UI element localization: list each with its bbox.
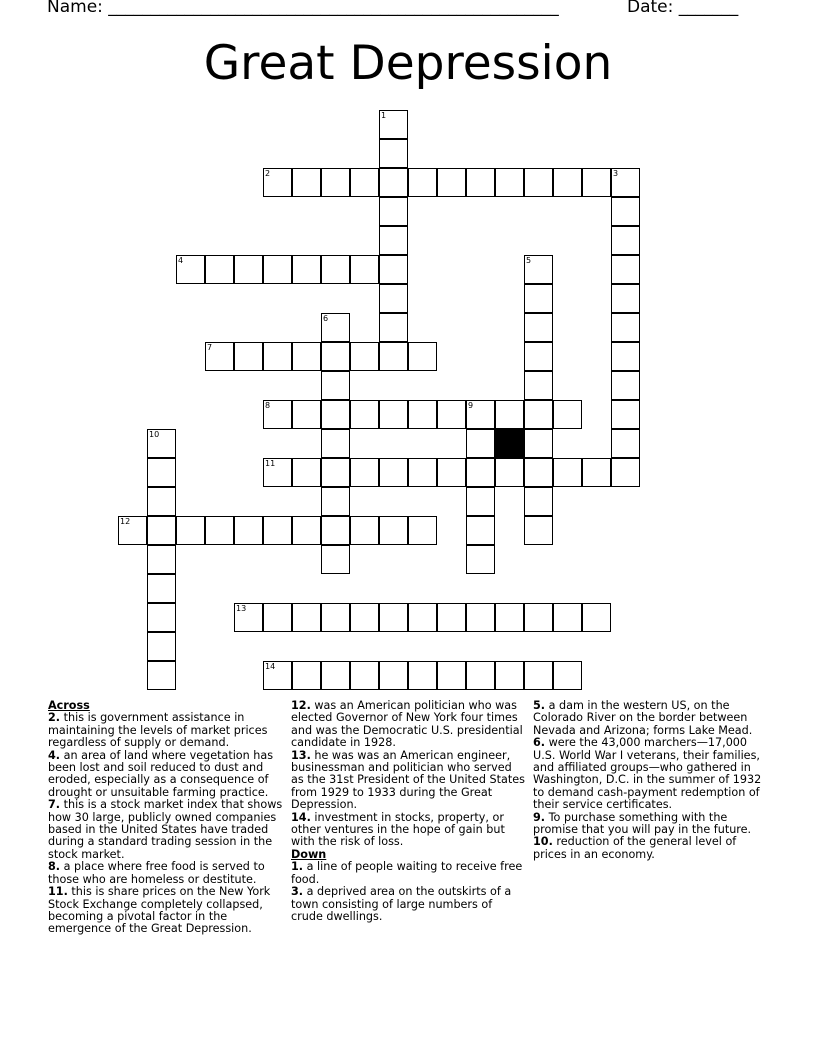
- crossword-cell[interactable]: [379, 400, 408, 429]
- clue-column-1: [48, 700, 283, 936]
- crossword-cell[interactable]: [263, 168, 292, 197]
- crossword-cell[interactable]: [524, 661, 553, 690]
- crossword-cell[interactable]: [582, 458, 611, 487]
- crossword-cell[interactable]: [234, 516, 263, 545]
- crossword-cell[interactable]: [524, 255, 553, 284]
- crossword-cell[interactable]: [350, 255, 379, 284]
- crossword-cell[interactable]: [205, 255, 234, 284]
- name-label: Name:: [47, 0, 103, 17]
- crossword-cell[interactable]: [524, 516, 553, 545]
- crossword-cell[interactable]: [524, 487, 553, 516]
- crossword-cell[interactable]: [350, 342, 379, 371]
- crossword-cell[interactable]: [321, 516, 350, 545]
- crossword-cell[interactable]: [350, 516, 379, 545]
- crossword-cell[interactable]: [611, 255, 640, 284]
- crossword-cell[interactable]: [379, 342, 408, 371]
- crossword-block: [495, 429, 524, 458]
- crossword-cell[interactable]: [321, 313, 350, 342]
- crossword-cell[interactable]: [379, 197, 408, 226]
- crossword-cell[interactable]: [408, 168, 437, 197]
- crossword-cell[interactable]: [147, 516, 176, 545]
- cell-number: 10: [149, 430, 160, 439]
- crossword-cell[interactable]: [147, 661, 176, 690]
- down-heading: Down: [291, 847, 327, 861]
- crossword-cell[interactable]: [234, 603, 263, 632]
- crossword-cell[interactable]: [147, 603, 176, 632]
- cell-number: 6: [323, 314, 329, 323]
- crossword-cell[interactable]: [321, 487, 350, 516]
- clue-across-12: 12. was an American politician who was elected Governor of New York four times and was the Democratic U.S. presidential candidate in 1928.: [291, 699, 523, 750]
- crossword-cell[interactable]: [263, 342, 292, 371]
- crossword-cell[interactable]: [524, 603, 553, 632]
- clue-across-7: 7. this is a stock market index that shows how 30 large, publicly owned companies based in the United States have traded during a standard trading session in the stock market.: [48, 798, 283, 861]
- clue-across-8: 8. a place where free food is served to those who are homeless or destitute.: [48, 860, 265, 886]
- crossword-cell[interactable]: [524, 313, 553, 342]
- name-line: _____________________________________________________: [108, 0, 559, 17]
- crossword-cell[interactable]: [611, 168, 640, 197]
- clue-down-3: 3. a deprived area on the outskirts of a town consisting of large numbers of crude dwellings.: [291, 885, 512, 923]
- crossword-cell[interactable]: [582, 168, 611, 197]
- clue-down-1: 1. a line of people waiting to receive free food.: [291, 860, 523, 886]
- crossword-cell[interactable]: [553, 603, 582, 632]
- crossword-cell[interactable]: [466, 168, 495, 197]
- crossword-cell[interactable]: [466, 545, 495, 574]
- cell-number: 14: [265, 662, 276, 671]
- crossword-cell[interactable]: [495, 400, 524, 429]
- crossword-cell[interactable]: [379, 110, 408, 139]
- cell-number: 7: [207, 343, 213, 352]
- crossword-cell[interactable]: [321, 603, 350, 632]
- crossword-cell[interactable]: [379, 313, 408, 342]
- date-line: _______: [678, 0, 739, 17]
- crossword-cell[interactable]: [437, 168, 466, 197]
- crossword-cell[interactable]: [321, 255, 350, 284]
- cell-number: 1: [381, 111, 387, 120]
- crossword-cell[interactable]: [234, 342, 263, 371]
- crossword-cell[interactable]: [495, 458, 524, 487]
- crossword-cell[interactable]: [495, 603, 524, 632]
- crossword-cell[interactable]: [292, 458, 321, 487]
- crossword-cell[interactable]: [118, 516, 147, 545]
- crossword-cell[interactable]: [379, 661, 408, 690]
- crossword-cell[interactable]: [379, 516, 408, 545]
- date-label: Date:: [627, 0, 674, 17]
- crossword-cell[interactable]: [611, 342, 640, 371]
- crossword-cell[interactable]: [466, 400, 495, 429]
- crossword-cell[interactable]: [205, 342, 234, 371]
- crossword-cell[interactable]: [611, 400, 640, 429]
- crossword-cell[interactable]: [437, 458, 466, 487]
- crossword-cell[interactable]: [408, 661, 437, 690]
- crossword-cell[interactable]: [350, 458, 379, 487]
- crossword-cell[interactable]: [495, 661, 524, 690]
- clue-across-14: 14. investment in stocks, property, or other ventures in the hope of gain but with the risk of loss.: [291, 810, 505, 849]
- crossword-cell[interactable]: [466, 661, 495, 690]
- across-heading: Across: [48, 699, 90, 712]
- crossword-cell[interactable]: [582, 603, 611, 632]
- crossword-cell[interactable]: [321, 342, 350, 371]
- clue-column-3: [533, 700, 768, 861]
- cell-number: 5: [526, 256, 532, 265]
- crossword-cell[interactable]: [292, 255, 321, 284]
- clue-down-9: 9. To purchase something with the promise that you will pay in the future.: [533, 810, 752, 837]
- crossword-cell[interactable]: [205, 516, 234, 545]
- crossword-cell[interactable]: [466, 516, 495, 545]
- crossword-cell[interactable]: [379, 458, 408, 487]
- crossword-cell[interactable]: [321, 545, 350, 574]
- crossword-cell[interactable]: [263, 400, 292, 429]
- cell-number: 3: [613, 169, 619, 178]
- crossword-cell[interactable]: [408, 400, 437, 429]
- cell-number: 8: [265, 401, 271, 410]
- crossword-cell[interactable]: [379, 255, 408, 284]
- crossword-cell[interactable]: [147, 487, 176, 516]
- crossword-cell[interactable]: [292, 516, 321, 545]
- crossword-cell[interactable]: [524, 168, 553, 197]
- clue-down-6: 6. were the 43,000 marchers—17,000 U.S. World War I veterans, their families, and affiliated groups—who gathered in Washington, D.C. in the summer of 1932 to demand cash-payment redemption of their service certificates.: [533, 736, 762, 812]
- crossword-cell[interactable]: [524, 342, 553, 371]
- clue-column-2: [291, 700, 527, 923]
- clue-across-2: 2. this is government assistance in maintaining the levels of market prices regardless of supply or demand.: [48, 711, 268, 750]
- crossword-cell[interactable]: [611, 226, 640, 255]
- crossword-cell[interactable]: [321, 371, 350, 400]
- crossword-cell[interactable]: [350, 603, 379, 632]
- crossword-cell[interactable]: [466, 429, 495, 458]
- crossword-cell[interactable]: [437, 400, 466, 429]
- crossword-cell[interactable]: [379, 603, 408, 632]
- crossword-cell[interactable]: [466, 487, 495, 516]
- crossword-cell[interactable]: [350, 661, 379, 690]
- crossword-cell[interactable]: [553, 168, 582, 197]
- crossword-cell[interactable]: [350, 168, 379, 197]
- crossword-cell[interactable]: [176, 516, 205, 545]
- crossword-cell[interactable]: [553, 400, 582, 429]
- crossword-cell[interactable]: [524, 284, 553, 313]
- crossword-cell[interactable]: [321, 168, 350, 197]
- crossword-cell[interactable]: [524, 429, 553, 458]
- crossword-cell[interactable]: [611, 313, 640, 342]
- cell-number: 9: [468, 401, 474, 410]
- crossword-cell[interactable]: [611, 197, 640, 226]
- clue-across-13: 13. he was was an American engineer, businessman and politician who served as the 31st President of the United States from 1929 to 1933 during the Great Depression.: [291, 748, 525, 812]
- crossword-cell[interactable]: [292, 603, 321, 632]
- clue-across-11: 11. this is share prices on the New York Stock Exchange completely collapsed, becoming a pivotal factor in the emergence of the Great Depression.: [48, 885, 271, 936]
- crossword-cell[interactable]: [466, 458, 495, 487]
- crossword-cell[interactable]: [321, 458, 350, 487]
- crossword-cell[interactable]: [147, 632, 176, 661]
- crossword-cell[interactable]: [524, 400, 553, 429]
- crossword-cell[interactable]: [524, 458, 553, 487]
- cell-number: 4: [178, 256, 184, 265]
- crossword-cell[interactable]: [147, 545, 176, 574]
- crossword-cell[interactable]: [147, 574, 176, 603]
- cell-number: 13: [236, 604, 247, 613]
- crossword-cell[interactable]: [524, 371, 553, 400]
- clue-down-5: 5. a dam in the western US, on the Colorado River on the border between Nevada and Arizona; forms Lake Mead.: [533, 699, 753, 737]
- crossword-cell[interactable]: [408, 342, 437, 371]
- page-title: Great Depression: [203, 36, 613, 91]
- crossword-cell[interactable]: [408, 603, 437, 632]
- crossword-cell[interactable]: [437, 603, 466, 632]
- crossword-cell[interactable]: [553, 458, 582, 487]
- crossword-cell[interactable]: [379, 226, 408, 255]
- crossword-cell[interactable]: [292, 400, 321, 429]
- crossword-cell[interactable]: [495, 168, 524, 197]
- crossword-cell[interactable]: [379, 139, 408, 168]
- crossword-cell[interactable]: [292, 661, 321, 690]
- crossword-cell[interactable]: [234, 255, 263, 284]
- cell-number: 11: [265, 459, 276, 468]
- crossword-cell[interactable]: [466, 603, 495, 632]
- crossword-cell[interactable]: [263, 516, 292, 545]
- clue-across-4: 4. an area of land where vegetation has been lost and soil reduced to dust and eroded, especially as a consequence of drought or unsuitable farming practice.: [48, 748, 274, 799]
- crossword-cell[interactable]: [263, 603, 292, 632]
- crossword-cell[interactable]: [408, 516, 437, 545]
- crossword-cell[interactable]: [263, 255, 292, 284]
- crossword-cell[interactable]: [292, 168, 321, 197]
- crossword-cell[interactable]: [321, 400, 350, 429]
- crossword-cell[interactable]: [263, 458, 292, 487]
- crossword-cell[interactable]: [147, 429, 176, 458]
- crossword-cell[interactable]: [379, 284, 408, 313]
- crossword-cell[interactable]: [408, 458, 437, 487]
- crossword-cell[interactable]: [263, 661, 292, 690]
- crossword-cell[interactable]: [379, 168, 408, 197]
- crossword-cell[interactable]: [176, 255, 205, 284]
- crossword-cell[interactable]: [437, 661, 466, 690]
- crossword-cell[interactable]: [611, 458, 640, 487]
- crossword-cell[interactable]: [321, 661, 350, 690]
- crossword-cell[interactable]: [611, 429, 640, 458]
- crossword-cell[interactable]: [553, 661, 582, 690]
- cell-number: 12: [120, 517, 131, 526]
- crossword-cell[interactable]: [321, 429, 350, 458]
- crossword-cell[interactable]: [350, 400, 379, 429]
- clue-down-10: 10. reduction of the general level of prices in an economy.: [533, 835, 737, 861]
- cell-number: 2: [265, 169, 271, 178]
- crossword-cell[interactable]: [292, 342, 321, 371]
- crossword-cell[interactable]: [147, 458, 176, 487]
- crossword-cell[interactable]: [611, 284, 640, 313]
- crossword-cell[interactable]: [611, 371, 640, 400]
